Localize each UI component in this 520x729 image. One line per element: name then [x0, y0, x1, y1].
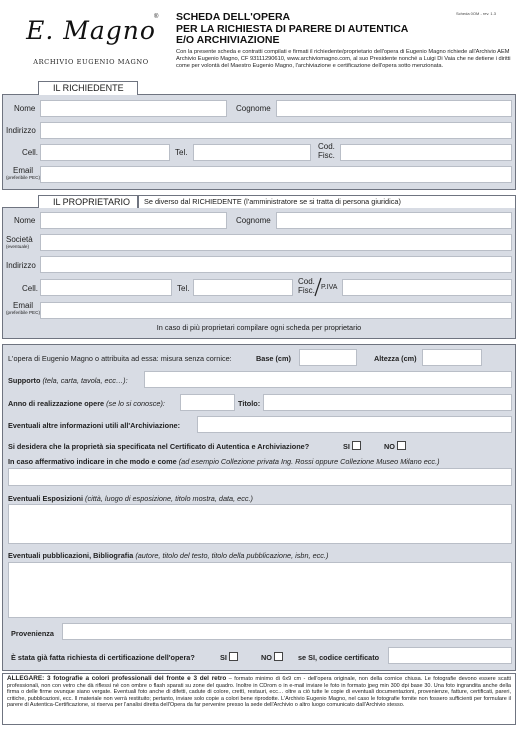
proprietario-piva-label: P.IVA	[321, 284, 338, 291]
certificazione-no-checkbox[interactable]	[274, 652, 283, 661]
proprietario-tel-label: Tel.	[177, 284, 190, 293]
proprietario-tab-note: Se diverso dal RICHIEDENTE (l'amministratore se si tratta di persona giuridica)	[138, 195, 516, 208]
certificazione-no: NO	[261, 652, 283, 662]
proprietario-societa-note: (eventuale)	[6, 244, 29, 249]
richiedente-indirizzo-field[interactable]	[40, 122, 512, 139]
logo-signature: E. Magno	[26, 16, 156, 45]
affermativo-label: In caso affermativo indicare in che modo e come (ad esempio Collezione privata Ing. Rossi oppure Collezione Museo Milano ecc.)	[8, 457, 440, 466]
anno-label: Anno di realizzazione opere (se lo si conosce):	[8, 399, 165, 408]
allegare-lead: ALLEGARE: 3 fotografie a colori professionali del fronte e 3 del retro	[7, 675, 227, 682]
titolo-label: Titolo:	[238, 399, 261, 408]
richiedente-cognome-label: Cognome	[236, 104, 271, 113]
title-line-1: SCHEDA DELL'OPERA	[176, 11, 291, 23]
richiedente-email-field[interactable]	[40, 166, 512, 183]
iscrizioni-field[interactable]	[197, 416, 512, 433]
anno-field[interactable]	[180, 394, 235, 411]
richiedente-cell-field[interactable]	[40, 144, 170, 161]
title-line-3: E/O ARCHIVIAZIONE	[176, 34, 280, 46]
logo	[22, 12, 160, 70]
title-line-2: PER LA RICHIESTA DI PARERE DI AUTENTICA	[176, 22, 409, 35]
pubblicazioni-field[interactable]	[8, 562, 512, 618]
esposizioni-field[interactable]	[8, 504, 512, 544]
proprieta-question: Si desidera che la proprietà sia specificata nel Certificato di Autentica e Archiviazione?	[8, 442, 310, 451]
proprietario-footnote: In caso di più proprietari compilare ogni scheda per proprietario	[156, 323, 362, 332]
codice-certificato-label: se SI, codice certificato	[298, 653, 380, 662]
richiedente-codfisc-field[interactable]	[340, 144, 512, 161]
doc-code: Scheda 0OM - rev. 1.3	[456, 11, 496, 16]
logo-subtitle: ARCHIVIO EUGENIO MAGNO	[33, 58, 149, 66]
iscrizioni-label: Eventuali altre informazioni utili all'Archiviazione:	[8, 421, 181, 430]
richiedente-email-note: (preferibile PEC)	[6, 175, 40, 180]
proprietario-cognome-label: Cognome	[236, 216, 271, 225]
certificazione-question: È stata già fatta richiesta di certificazione dell'opera?	[11, 653, 195, 662]
proprietario-codfisc-field[interactable]	[342, 279, 512, 296]
richiedente-tel-label: Tel.	[175, 148, 188, 157]
intro-text: Con la presente scheda e contratti compilati e firmati il richiedente/proprietario dell'opera di Eugenio Magno richiede all'Archivio AEM Archivio Eugenio Magno, CF 93111290610, www.archiviomagno.com, al suo Presidente nonché a Luigi Di Vaia che ne detiene i diritti come per volontà del Maestro Eugenio Magno, l'archiviazione e certificazione dell'opera sotto menzionata.	[176, 49, 511, 69]
proprietario-email-label: Email (preferibile PEC)	[4, 301, 42, 315]
proprieta-no: NO	[384, 441, 406, 451]
proprietario-societa-field[interactable]	[40, 234, 512, 251]
proprietario-indirizzo-label: Indirizzo	[6, 261, 36, 270]
misura-label: L'opera di Eugenio Magno o attribuita ad essa: misura senza cornice:	[8, 354, 232, 363]
richiedente-tel-field[interactable]	[193, 144, 311, 161]
base-field[interactable]	[299, 349, 357, 366]
proprietario-cell-label: Cell.	[22, 284, 39, 293]
proprieta-si-checkbox[interactable]	[352, 441, 361, 450]
base-label: Base (cm)	[256, 354, 291, 363]
richiedente-cell-label: Cell.	[22, 148, 39, 157]
proprietario-email-note: (preferibile PEC)	[6, 310, 40, 315]
richiedente-nome-label: Nome	[14, 104, 36, 113]
provenienza-label: Provenienza	[11, 629, 54, 638]
allegare-text: – formato minimo di 6x9 cm - dell'opera originale, non della cornice chiusa. Le fotografie devono essere scatti professionali, non con vetro che dà riflessi né con ombre o flash sparati su zone del quadro. Inoltre in CDrom o in e-mail inviare le foto in formato jpeg min 300 dpi base 30. Una foto ingrandita anche della firma o delle firme ovunque siano vergate. Eventuali foto anche di difetti, cadute di colore, crettì, restauri, ecc… oltre a ciò tutte le copie di eventuali documentazioni, provenienze, fatture, certificati, pareri, critiche, pubblicazioni, ecc. Il materiale non verrà restituito; pertanto, inviare solo copie a colori bene riprodotte. L'Archivio Eugenio Magno, nel caso le fotografie fornite non fossero sufficienti per formulare il parere di Autentica-Certificazione, si riserva per l'analisi diretta dell'Opera da far pervenire presso la sede dell'Archivio o altro luogo comunicato dall'Archivio stesso.	[7, 676, 511, 709]
richiedente-tab: IL RICHIEDENTE	[38, 81, 138, 95]
altezza-field[interactable]	[422, 349, 482, 366]
supporto-label: Supporto (tela, carta, tavola, ecc…):	[8, 376, 128, 385]
allegare-box	[2, 673, 516, 725]
altezza-label: Altezza (cm)	[374, 354, 417, 363]
supporto-field[interactable]	[144, 371, 512, 388]
richiedente-email-label: Email (preferibile PEC)	[4, 166, 42, 180]
proprietario-email-field[interactable]	[40, 302, 512, 319]
proprietario-codfisc-label: Cod. Fisc.	[298, 277, 315, 295]
richiedente-indirizzo-label: Indirizzo	[6, 126, 36, 135]
esposizioni-label: Eventuali Esposizioni (città, luogo di esposizione, titolo mostra, data, ecc.)	[8, 494, 253, 503]
titolo-field[interactable]	[263, 394, 512, 411]
proprietario-cognome-field[interactable]	[276, 212, 512, 229]
form-title	[176, 12, 456, 47]
certificazione-si-checkbox[interactable]	[229, 652, 238, 661]
proprietario-cell-field[interactable]	[40, 279, 172, 296]
proprietario-indirizzo-field[interactable]	[40, 256, 512, 273]
proprietario-tel-field[interactable]	[193, 279, 293, 296]
logo-registered-mark: ®	[154, 14, 159, 20]
proprietario-societa-label: Società (eventuale)	[6, 235, 33, 249]
pubblicazioni-label: Eventuali pubblicazioni, Bibliografia (autore, titolo del testo, titolo della pubblicazione, isbn, ecc.)	[8, 551, 329, 560]
proprieta-si: SI	[343, 441, 361, 451]
richiedente-nome-field[interactable]	[40, 100, 227, 117]
richiedente-codfisc-label: Cod. Fisc.	[318, 142, 335, 160]
proprietario-nome-field[interactable]	[40, 212, 227, 229]
codice-certificato-field[interactable]	[388, 647, 512, 664]
affermativo-field[interactable]	[8, 468, 512, 486]
proprietario-nome-label: Nome	[14, 216, 36, 225]
certificazione-si: SI	[220, 652, 238, 662]
proprieta-no-checkbox[interactable]	[397, 441, 406, 450]
proprietario-tab: IL PROPRIETARIO	[38, 195, 138, 208]
provenienza-field[interactable]	[62, 623, 512, 640]
richiedente-cognome-field[interactable]	[276, 100, 512, 117]
